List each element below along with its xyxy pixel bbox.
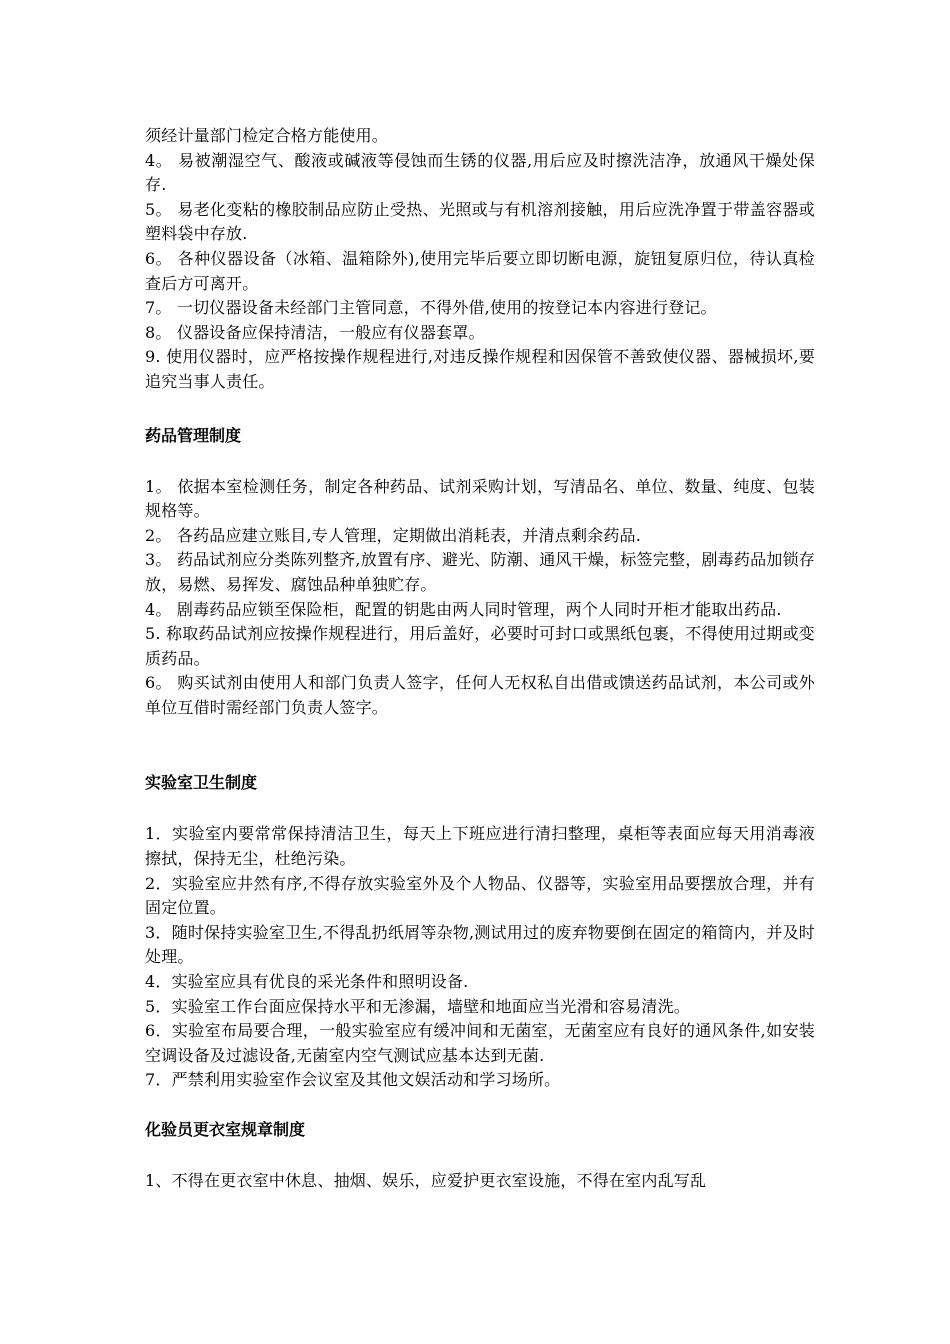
section-heading-lab-hygiene: 实验室卫生制度 bbox=[145, 773, 258, 793]
rule-item: 3．随时保持实验室卫生,不得乱扔纸屑等杂物,测试用过的废弃物要倒在固定的箱筒内，并及时处理。 bbox=[145, 922, 815, 967]
rule-item: 7．严禁利用实验室作会议室及其他文娱活动和学习场所。 bbox=[145, 1070, 561, 1090]
rule-item: 1．实验室内要常常保持清洁卫生，每天上下班应进行清扫整理，桌柜等表面应每天用消毒液擦拭，保持无尘，杜绝污染。 bbox=[145, 824, 815, 869]
rule-item: 6．实验室布局要合理，一般实验室应有缓冲间和无菌室，无菌室应有良好的通风条件,如安装空调设备及过滤设备,无菌室内空气测试应基本达到无菌. bbox=[145, 1021, 815, 1065]
rule-item: 3。 药品试剂应分类陈列整齐,放置有序、避光、防潮、通风干燥，标签完整，剧毒药品加锁存放，易燃、易挥发、腐蚀品种单独贮存。 bbox=[145, 550, 815, 594]
rule-item: 9. 使用仪器时，应严格按操作规程进行,对违反操作规程和因保管不善致使仪器、器械损坏,要追究当事人责任。 bbox=[145, 347, 815, 391]
rule-item: 4。 易被潮湿空气、酸液或碱液等侵蚀而生锈的仪器,用后应及时擦洗洁净，放通风干燥处保存. bbox=[145, 150, 815, 195]
drug-management-section bbox=[145, 424, 815, 721]
rule-item: 1。 依据本室检测任务，制定各种药品、试剂采购计划，写清品名、单位、数量、纯度、包装规格等。 bbox=[145, 476, 815, 521]
locker-room-section bbox=[145, 1118, 815, 1194]
rule-item: 7。 一切仪器设备未经部门主管同意，不得外借,使用的按登记本内容进行登记。 bbox=[145, 298, 717, 318]
instrument-rules-continued bbox=[145, 124, 815, 395]
rule-item: 8。 仪器设备应保持清洁，一般应有仪器套罩。 bbox=[145, 322, 485, 342]
rule-item: 2．实验室应井然有序,不得存放实验室外及个人物品、仪器等，实验室用品要摆放合理，并有固定位置。 bbox=[145, 873, 815, 918]
rule-item: 5. 称取药品试剂应按操作规程进行，用后盖好，必要时可封口或黑纸包裹，不得使用过期或变质药品。 bbox=[145, 624, 815, 668]
rule-item: 4。 剧毒药品应锁至保险柜，配置的钥匙由两人同时管理，两个人同时开柜才能取出药品. bbox=[145, 599, 782, 619]
document-page bbox=[145, 124, 815, 1194]
rule-item: 5。 易老化变粘的橡胶制品应防止受热、光照或与有机溶剂接触，用后应洗净置于带盖容器或塑料袋中存放. bbox=[145, 199, 815, 244]
rule-item: 5．实验室工作台面应保持水平和无渗漏，墙壁和地面应当光滑和容易清洗。 bbox=[145, 996, 690, 1016]
rule-item: 6。 购买试剂由使用人和部门负责人签字，任何人无权私自出借或馈送药品试剂，本公司或外单位互借时需经部门负责人签字。 bbox=[145, 673, 815, 717]
lab-hygiene-section bbox=[145, 771, 815, 1093]
rule-item: 6。 各种仪器设备（冰箱、温箱除外),使用完毕后要立即切断电源，旋钮复原归位，待认真检查后方可离开。 bbox=[145, 248, 815, 293]
section-heading-locker-room: 化验员更衣室规章制度 bbox=[145, 1120, 306, 1139]
rule-item: 4．实验室应具有优良的采光条件和照明设备. bbox=[145, 972, 469, 992]
rule-item: 2。 各药品应建立账目,专人管理，定期做出消耗表，并清点剩余药品. bbox=[145, 525, 642, 545]
rule-item: 1、不得在更衣室中休息、抽烟、娱乐，应爱护更衣室设施，不得在室内乱写乱 bbox=[145, 1171, 707, 1190]
rule-item: 须经计量部门检定合格方能使用。 bbox=[145, 126, 389, 145]
section-heading-drug-management: 药品管理制度 bbox=[145, 425, 242, 445]
